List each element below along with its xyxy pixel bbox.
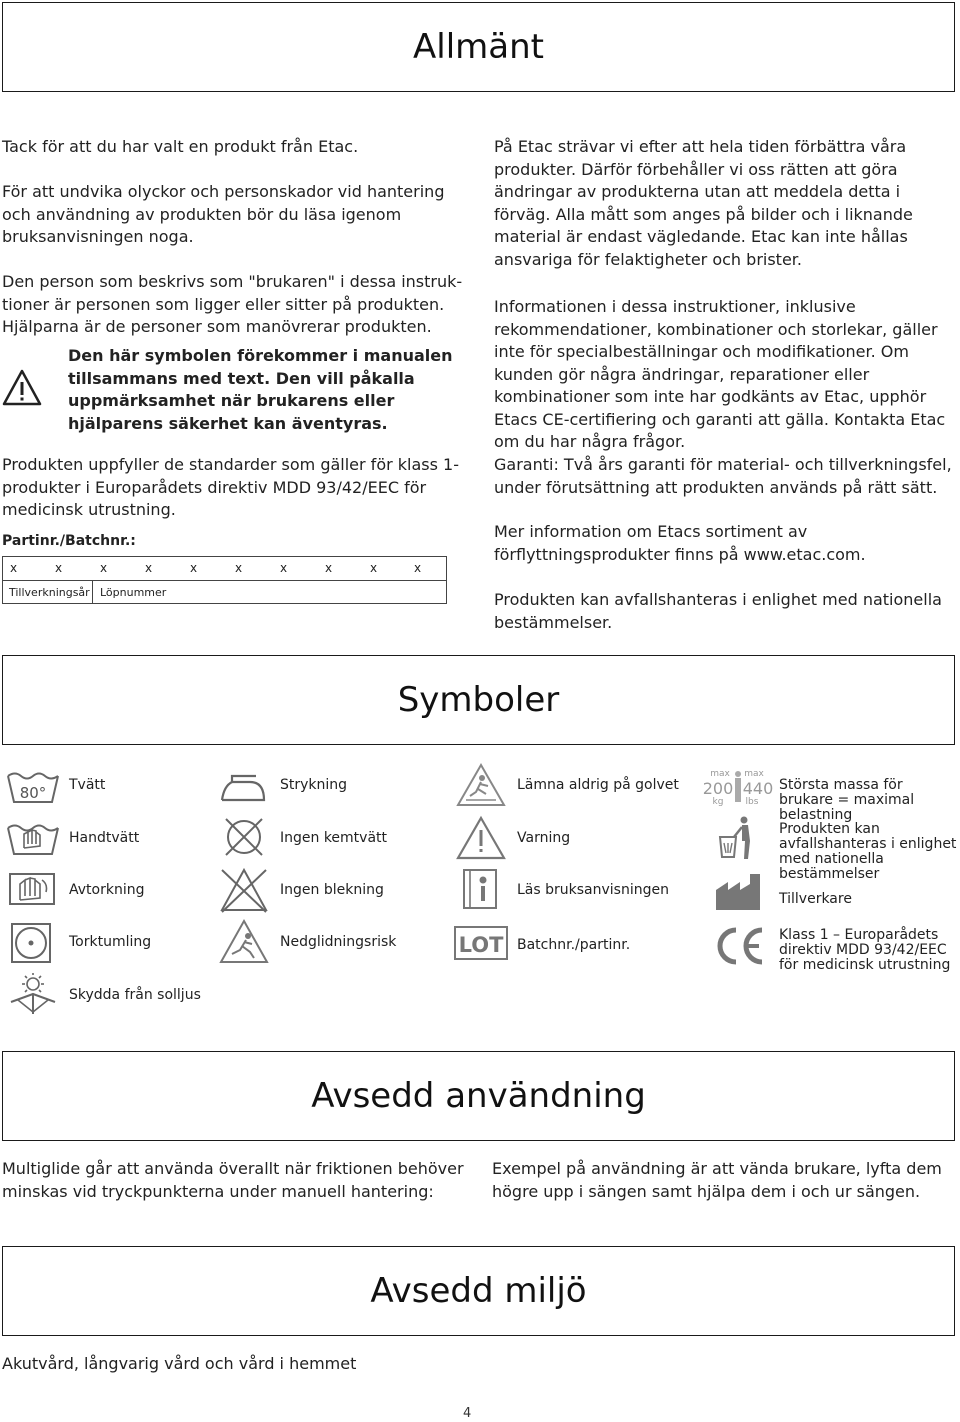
batch-digit: x: [280, 561, 288, 575]
symbol-label-no-dry-clean: Ingen kemtvätt: [280, 830, 388, 846]
section-title: Symboler: [397, 680, 560, 720]
slip-risk-icon: [218, 918, 270, 970]
symbol-label-tumble-dry: Torktumling: [69, 934, 152, 950]
max-weight-icon: [704, 766, 774, 808]
symbol-label-recycle: Produkten kan avfallshanteras i enlighet med nationella bestämmelser: [779, 821, 957, 882]
symbol-label-no-floor: Lämna aldrig på golvet: [517, 777, 679, 793]
batch-digit: x: [325, 561, 333, 575]
section-header-avsedd-anvandning: [2, 1051, 955, 1141]
batch-col-divider: [92, 580, 93, 603]
symbol-label-wash: Tvätt: [69, 777, 106, 793]
recycle-bin-icon: [714, 815, 764, 865]
standards-paragraph: Produkten uppfyller de standarder som gäller för klass 1-produkter i Europarådets direktiv MDD 93/42/EEC för medicinsk utrustning.: [2, 455, 459, 519]
svg-text:440: 440: [742, 779, 774, 798]
no-floor-icon: [456, 762, 506, 812]
symbol-label-ce: Klass 1 – Europarådets direktiv MDD 93/42/EEC för medicinsk utrustning: [779, 927, 951, 973]
svg-text:max: max: [710, 769, 730, 779]
lot-icon: [453, 925, 509, 965]
batch-digit: x: [145, 561, 153, 575]
sun-protect-icon: [8, 972, 58, 1020]
improvement-paragraph: På Etac strävar vi efter att hela tiden förbättra våra produkter. Därför förbehåller vi oss rätten att göra ändringar av produkterna utan att meddela detta i förväg. Alla mått som anges på bilder och i liknande material är endast vägledande. Etac kan inte hållas ansvariga för felaktigheter och brister.: [494, 137, 913, 269]
svg-text:lbs: lbs: [745, 797, 759, 807]
modification-paragraph: Informationen i dessa instruktioner, inklusive rekommendationer, kombinationer och storlekar, gäller inte för specialbeställningar och modifikationer. Om kunden gör några ändringar, reparationer eller kombinationer som inte har godkänts av Etac, upphör Etacs CE-certifiering och garanti att gälla. Kontakta Etac om du har några frågor.: [494, 297, 946, 451]
ce-mark-icon: [712, 926, 768, 970]
intended-use-left: Multiglide går att använda överallt när friktionen behöver minskas vid tryckpunkterna under manuell hantering:: [2, 1159, 464, 1201]
svg-text:80°: 80°: [19, 784, 47, 802]
section-header-symboler: [2, 655, 955, 745]
intro-paragraph: Tack för att du har valt en produkt från Etac.: [2, 137, 359, 156]
symbol-label-manufacturer: Tillverkare: [779, 891, 852, 907]
hand-wash-icon: [6, 818, 60, 860]
svg-text:max: max: [744, 769, 764, 779]
symbol-label-iron: Strykning: [280, 777, 348, 793]
user-definition-line-1: Den person som beskrivs som "brukaren" i dessa instruk-: [2, 272, 463, 291]
section-header-avsedd-miljo: [2, 1246, 955, 1336]
svg-text:200: 200: [702, 779, 734, 798]
more-info-paragraph: Mer information om Etacs sortiment av förflyttningsprodukter finns på www.etac.com.: [494, 522, 866, 564]
user-definition-line-3: Hjälparna är de personer som manövrerar produkten.: [2, 317, 432, 336]
manual-icon: [458, 866, 506, 916]
page-number: 4: [463, 1406, 472, 1421]
symbol-label-no-bleach: Ingen blekning: [280, 882, 384, 898]
batch-label: Partinr./Batchnr.:: [2, 533, 136, 549]
disposal-paragraph: Produkten kan avfallshanteras i enlighet med nationella bestämmelser.: [494, 590, 942, 632]
batch-digit: x: [190, 561, 198, 575]
batch-digit: x: [100, 561, 108, 575]
symbol-label-sun-protect: Skydda från solljus: [69, 987, 201, 1003]
iron-icon: [216, 770, 270, 808]
symbol-label-manual: Läs bruksanvisningen: [517, 882, 669, 898]
section-title: Allmänt: [413, 27, 544, 67]
batch-digit: x: [235, 561, 243, 575]
symbol-label-lot: Batchnr./partinr.: [517, 937, 631, 953]
batch-row-divider: [3, 580, 446, 581]
batch-digit: x: [414, 561, 422, 575]
manufacturer-icon: [714, 872, 764, 916]
no-dry-clean-icon: [222, 815, 266, 863]
intended-env-text: Akutvård, långvarig vård och vård i hemmet: [2, 1354, 357, 1373]
warning-icon: [456, 815, 506, 865]
svg-text:LOT: LOT: [458, 933, 504, 957]
user-definition-line-2: tioner är personen som ligger eller sitter på produkten.: [2, 294, 445, 314]
symbol-label-max-weight: Största massa för brukare = maximal belastning: [779, 777, 915, 823]
section-title: Avsedd miljö: [370, 1271, 587, 1311]
svg-text:kg: kg: [712, 797, 724, 807]
batch-digit: x: [55, 561, 63, 575]
batch-digit: x: [370, 561, 378, 575]
symbol-label-hand-wash: Handtvätt: [69, 830, 140, 846]
section-title: Avsedd användning: [311, 1076, 646, 1116]
safety-paragraph: För att undvika olyckor och personskador vid hantering och användning av produkten bör du läsa igenom bruksanvisningen noga.: [2, 182, 445, 246]
section-header-allmant: [2, 2, 955, 92]
serial-number-label: Löpnummer: [100, 586, 167, 599]
intended-use-right: Exempel på användning är att vända brukare, lyfta dem högre upp i sängen samt hjälpa dem i och ur sängen.: [492, 1159, 942, 1201]
no-bleach-icon: [218, 866, 270, 918]
tumble-dry-icon: [10, 922, 52, 968]
warning-text: Den här symbolen förekommer i manualen tillsammans med text. Den vill påkalla uppmärksamhet när brukarens eller hjälparens säkerhet kan äventyras.: [68, 346, 453, 433]
symbol-label-warning: Varning: [517, 830, 571, 846]
batch-digit: x: [10, 561, 18, 575]
user-definition-paragraph: [2, 271, 472, 339]
wash-icon: [6, 770, 60, 808]
manufacture-year-label: Tillverkningsår: [9, 586, 90, 599]
warning-triangle-icon: [2, 368, 42, 412]
symbol-label-wipe: Avtorkning: [69, 882, 145, 898]
wipe-icon: [6, 870, 60, 912]
symbol-label-slip-risk: Nedglidningsrisk: [280, 934, 397, 950]
batch-number-box: [2, 556, 447, 604]
warranty-paragraph: Garanti: Två års garanti för material- och tillverkningsfel, under förutsättning att produkten används på rätt sätt.: [494, 455, 952, 497]
